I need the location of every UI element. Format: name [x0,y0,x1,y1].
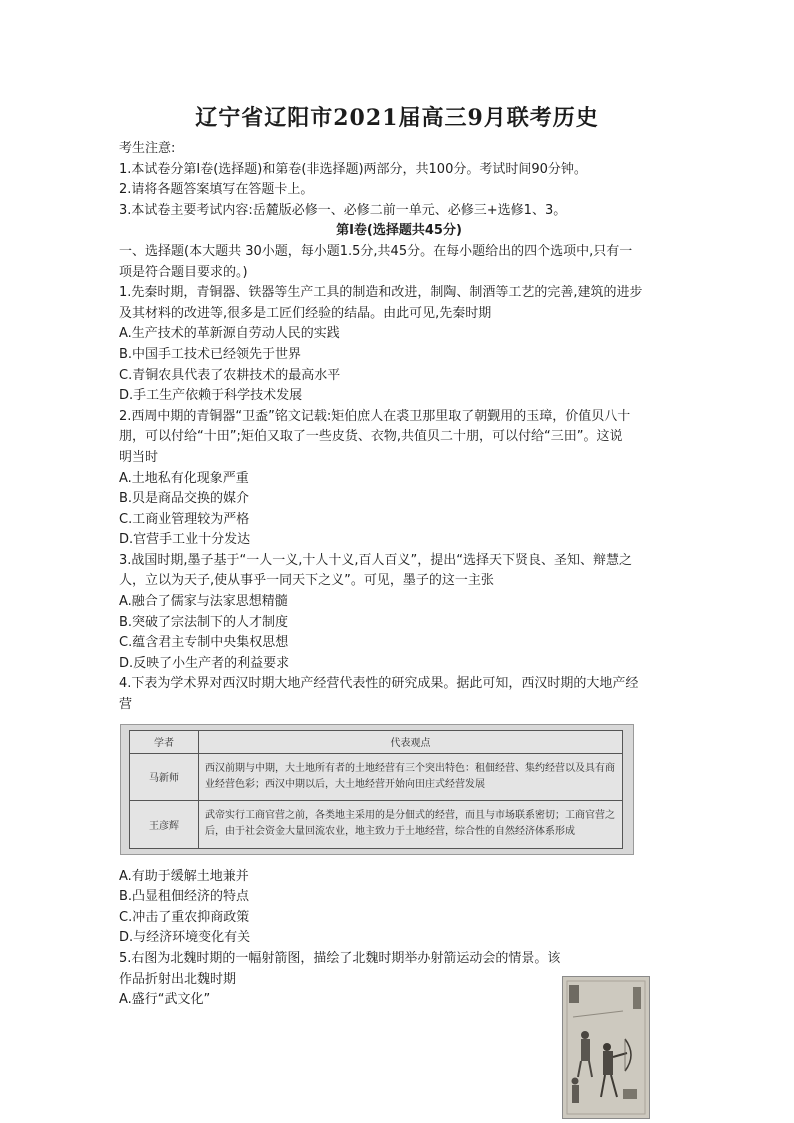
page-title: 辽宁省辽阳市2021届高三9月联考历史 [195,105,599,131]
question-4-stem: 4.下表为学术界对西汉时期大地产经营代表性的研究成果。据此可知，西汉时期的大地产经 [119,676,639,692]
question-5-stem: 作品折射出北魏时期 [119,971,237,987]
question-5-stem: 5.右图为北魏时期的一幅射箭图，描绘了北魏时期举办射箭运动会的情景。该 [119,951,561,966]
question-2-stem: 2.西周中期的青铜器“卫盉”铭文记载:矩伯庶人在裘卫那里取了朝觐用的玉璋，价值贝八十 [119,408,631,424]
intro-line: 项是符合题目要求的。) [119,264,248,280]
question-1-stem: 1.先秦时期，青铜器、铁器等生产工具的制造和改进，制陶、制酒等工艺的完善,建筑的进步 [119,285,643,301]
notice-item: 3.本试卷主要考试内容:岳麓版必修一、必修二前一单元、必修三+选修1、3。 [119,202,567,218]
question-5-option-a: A.盛行“武文化” [119,992,211,1008]
notice-item: 1.本试卷分第Ⅰ卷(选择题)和第卷(非选择题)两部分，共100分。考试时间90分钟。 [119,161,587,177]
question-3-stem: 人，立以为天子,使从事乎一同天下之义”。可见，墨子的这一主张 [119,573,494,589]
notice-heading: 考生注意: [119,141,176,156]
question-1-option-a: A.生产技术的革新源自劳动人民的实践 [119,326,340,342]
table-header-view: 代表观点 [199,730,623,753]
question-4-option-c: C.冲击了重农抑商政策 [119,909,250,925]
question-2-option-b: B.贝是商品交换的媒介 [119,491,250,507]
question-4-stem: 营 [119,697,133,713]
question-2-stem: 明当时 [119,449,159,465]
section-title: 第Ⅰ卷(选择题共45分) [336,223,462,239]
question-4-option-d: D.与经济环境变化有关 [119,930,251,946]
table-cell-scholar: 王彦辉 [130,801,199,849]
table-cell-view: 武帝实行工商官营之前，各类地主采用的是分佃式的经营，而且与市场联系密切；工商官营之后，由于社会资金大量回流农业，地主致力于土地经营，综合性的自然经济体系形成 [199,801,623,849]
table-cell-scholar: 马新师 [130,753,199,801]
question-1-option-c: C.青铜农具代表了农耕技术的最高水平 [119,367,341,383]
archery-painting-svg [563,977,649,1118]
table-cell-view: 西汉前期与中期，大土地所有者的土地经营有三个突出特色：租佃经营、集约经营以及具有商业经营色彩；西汉中期以后，大土地经营开始向田庄式经营发展 [199,753,623,801]
notice-item: 2.请将各题答案填写在答题卡上。 [119,182,314,198]
question-1-option-b: B.中国手工技术已经领先于世界 [119,346,302,362]
question-2-option-a: A.土地私有化现象严重 [119,470,249,486]
question-3-stem: 3.战国时期,墨子基于“一人一义,十人十义,百人百义”，提出“选择天下贤良、圣知、辩慧之 [119,552,633,568]
research-table-photo [120,724,634,855]
question-3-option-c: C.蕴含君主专制中央集权思想 [119,635,289,651]
question-1-stem: 及其材料的改进等,很多是工匠们经验的结晶。由此可见,先秦时期 [119,305,492,321]
research-table [129,730,623,849]
intro-line: 一、选择题(本大题共 30小题，每小题1.5分,共45分。在每小题给出的四个选项中,只有一 [119,243,633,259]
table-row [130,801,623,849]
table-header-scholar: 学者 [130,730,199,753]
question-4-option-b: B.凸显租佃经济的特点 [119,889,250,905]
question-2-option-d: D.官营手工业十分发达 [119,532,251,548]
question-2-option-c: C.工商业管理较为严格 [119,511,250,527]
question-3-option-b: B.突破了宗法制下的人才制度 [119,614,289,630]
question-3-option-a: A.融合了儒家与法家思想精髓 [119,594,288,610]
exam-content [119,139,679,1011]
question-1-option-d: D.手工生产依赖于科学技术发展 [119,388,303,404]
question-3-option-d: D.反映了小生产者的利益要求 [119,655,290,671]
question-2-stem: 朋，可以付给“十田”;矩伯又取了一些皮货、衣物,共值贝二十朋，可以付给“三田”。这说 [119,429,623,445]
table-row [130,753,623,801]
question-4-option-a: A.有助于缓解土地兼并 [119,868,249,884]
archery-painting-icon [562,976,650,1119]
